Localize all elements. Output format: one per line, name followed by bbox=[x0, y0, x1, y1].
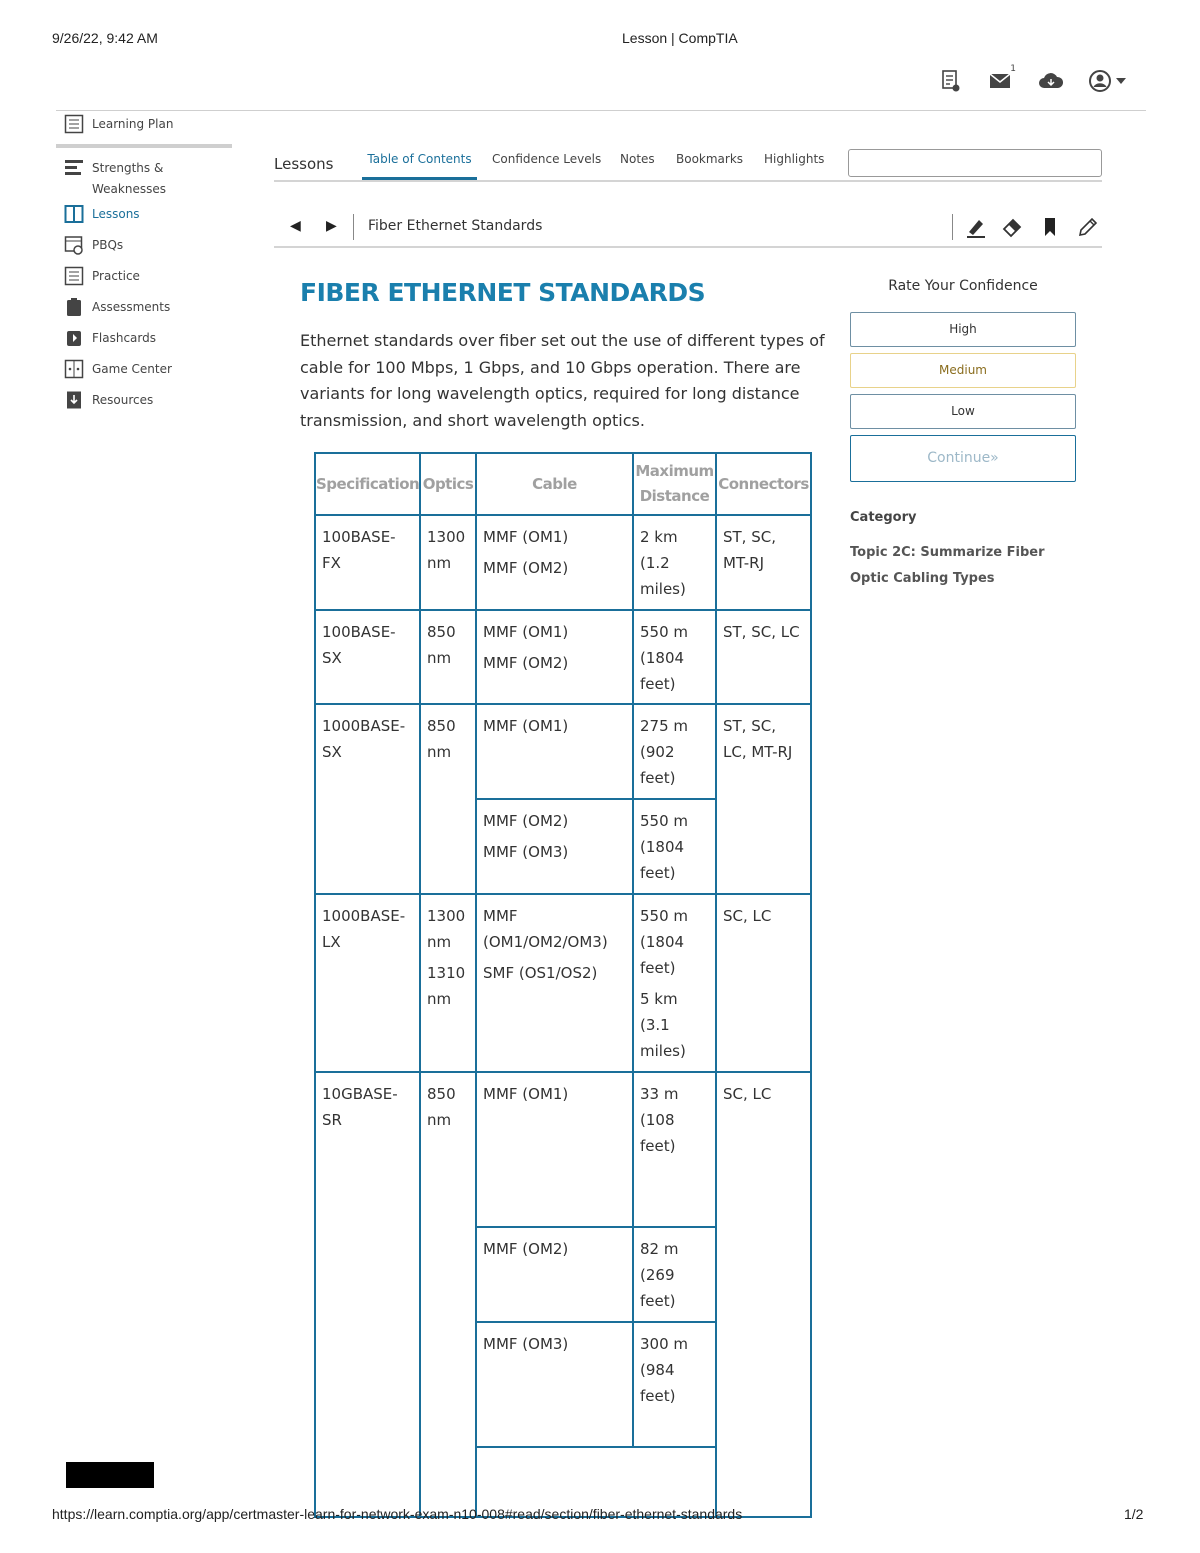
cable-cell bbox=[476, 1227, 633, 1322]
distance-cell bbox=[633, 894, 716, 1072]
lessons-icon bbox=[64, 204, 84, 224]
sidebar-item-label: Learning Plan bbox=[92, 117, 174, 131]
cell-line: 1300 bbox=[427, 907, 466, 925]
cell-line: nm bbox=[427, 743, 452, 761]
breadcrumb: Fiber Ethernet Standards bbox=[368, 218, 543, 234]
sidebar-item-practice[interactable] bbox=[56, 264, 232, 295]
column-header: Connectors bbox=[716, 453, 811, 515]
tab-highlights[interactable]: Highlights bbox=[764, 152, 825, 166]
table-header-row bbox=[315, 453, 811, 515]
pbq-icon bbox=[64, 235, 84, 255]
cell-line: MMF (OM2) bbox=[483, 559, 569, 577]
sidebar-item-label-2: Weaknesses bbox=[92, 182, 166, 196]
tab-confidence-levels[interactable]: Confidence Levels bbox=[492, 152, 602, 166]
distance-cell bbox=[633, 704, 716, 799]
print-url: https://learn.comptia.org/app/certmaster-learn-for-network-exam-n10-008#read/section/fiber-ethernet-standards bbox=[52, 1506, 743, 1522]
distance-cell bbox=[633, 515, 716, 610]
cell-line: nm bbox=[427, 554, 452, 572]
sidebar-item-strengths[interactable] bbox=[56, 156, 232, 202]
game-center-icon bbox=[64, 359, 84, 379]
table-row bbox=[315, 1072, 811, 1227]
cell-line: miles) bbox=[640, 1042, 686, 1060]
toolbar-divider bbox=[353, 214, 354, 240]
distance-cell bbox=[633, 1227, 716, 1322]
optics-cell bbox=[420, 894, 476, 1072]
confidence-high-button[interactable]: High bbox=[850, 312, 1076, 347]
cell-line: 550 m bbox=[640, 623, 689, 641]
resources-icon bbox=[64, 390, 84, 410]
table-row bbox=[315, 704, 811, 799]
sidebar-item-label: Practice bbox=[92, 269, 140, 283]
sidebar-item-label: Strengths & bbox=[92, 161, 164, 175]
sidebar-item-assessments[interactable] bbox=[56, 295, 232, 326]
sidebar-item-label: Flashcards bbox=[92, 331, 156, 345]
connectors-cell bbox=[716, 894, 811, 1072]
spec-cell: 10GBASE-SR bbox=[315, 1072, 420, 1517]
strengths-icon bbox=[64, 158, 84, 178]
cell-line: 275 m bbox=[640, 717, 689, 735]
distance-cell bbox=[633, 799, 716, 894]
fiber-standards-table bbox=[314, 452, 812, 1518]
sidebar-item-label: Game Center bbox=[92, 362, 172, 376]
section-toolbar bbox=[274, 212, 1102, 248]
connectors-cell bbox=[716, 704, 811, 894]
learning-plan-icon bbox=[64, 114, 84, 134]
cell-line: (984 bbox=[640, 1361, 675, 1379]
tab-table-of-contents[interactable]: Table of Contents bbox=[362, 152, 477, 180]
mail-badge: 1 bbox=[1010, 64, 1016, 74]
optics-cell bbox=[420, 610, 476, 704]
sidebar-item-lessons[interactable] bbox=[56, 202, 232, 233]
cell-line: (902 bbox=[640, 743, 675, 761]
continue-button[interactable]: Continue» bbox=[850, 435, 1076, 482]
cell-line: (OM1/OM2/OM3) bbox=[483, 933, 608, 951]
print-page-number: 1/2 bbox=[1124, 1506, 1144, 1522]
cell-line: feet) bbox=[640, 675, 676, 693]
cell-line: MMF (OM2) bbox=[483, 654, 569, 672]
distance-cell bbox=[633, 1072, 716, 1227]
sidebar bbox=[56, 112, 232, 419]
connectors-cell bbox=[716, 610, 811, 704]
cell-line: MMF (OM1) bbox=[483, 717, 569, 735]
cell-line: nm bbox=[427, 649, 452, 667]
column-header: Specification bbox=[315, 453, 420, 515]
search-input[interactable] bbox=[848, 149, 1102, 177]
user-icon[interactable] bbox=[1088, 68, 1130, 94]
cell-line: 300 m bbox=[640, 1335, 689, 1353]
top-toolbar bbox=[938, 64, 1130, 94]
confidence-panel bbox=[850, 278, 1076, 482]
cell-line: LC, MT-RJ bbox=[723, 743, 793, 761]
cell-line: feet) bbox=[640, 864, 676, 882]
assessments-icon bbox=[64, 297, 84, 317]
cell-line: (1.2 bbox=[640, 554, 670, 572]
cell-line: miles) bbox=[640, 580, 686, 598]
mail-icon[interactable] bbox=[988, 64, 1016, 94]
cell-line: (269 bbox=[640, 1266, 675, 1284]
cable-cell bbox=[476, 1322, 633, 1447]
report-icon[interactable] bbox=[938, 68, 964, 94]
table-row bbox=[315, 610, 811, 704]
category-link[interactable]: Topic 2C: Summarize Fiber Optic Cabling Types bbox=[850, 545, 1045, 586]
cable-cell bbox=[476, 515, 633, 610]
cell-line: 1300 bbox=[427, 528, 466, 546]
table-row bbox=[315, 894, 811, 1072]
cell-line: feet) bbox=[640, 1292, 676, 1310]
connectors-cell bbox=[716, 1072, 811, 1517]
optics-cell bbox=[420, 515, 476, 610]
lesson-title: FIBER ETHERNET STANDARDS bbox=[300, 278, 706, 307]
tab-bookmarks[interactable]: Bookmarks bbox=[676, 152, 744, 166]
optics-cell bbox=[420, 1072, 476, 1517]
cell-line: nm bbox=[427, 1111, 452, 1129]
cell-line: 1310 bbox=[427, 964, 466, 982]
spec-cell: 100BASE-FX bbox=[315, 515, 420, 610]
confidence-low-button[interactable]: Low bbox=[850, 394, 1076, 429]
cell-line: 33 m bbox=[640, 1085, 679, 1103]
cell-line: (1804 bbox=[640, 933, 685, 951]
cable-cell bbox=[476, 610, 633, 704]
spec-cell: 1000BASE-LX bbox=[315, 894, 420, 1072]
confidence-heading: Rate Your Confidence bbox=[888, 278, 1038, 294]
cell-line: 550 m bbox=[640, 907, 689, 925]
eraser-icon[interactable] bbox=[1000, 215, 1024, 239]
cable-cell bbox=[476, 894, 633, 1072]
distance-cell bbox=[633, 610, 716, 704]
cell-line: 82 m bbox=[640, 1240, 679, 1258]
column-header: Cable bbox=[476, 453, 633, 515]
cell-line: 850 bbox=[427, 1085, 456, 1103]
cable-cell bbox=[476, 704, 633, 799]
cell-line: SC, LC bbox=[723, 1085, 772, 1103]
cell-line: 850 bbox=[427, 623, 456, 641]
cell-line: MMF (OM1) bbox=[483, 623, 569, 641]
sidebar-item-resources[interactable] bbox=[56, 388, 232, 419]
cell-line: MMF (OM2) bbox=[483, 812, 569, 830]
cell-line: feet) bbox=[640, 1387, 676, 1405]
lessons-heading: Lessons bbox=[274, 155, 334, 173]
redaction-box bbox=[66, 1462, 154, 1488]
cell-line: 2 km bbox=[640, 528, 678, 546]
optics-cell bbox=[420, 704, 476, 894]
spec-cell: 1000BASE-SX bbox=[315, 704, 420, 894]
tab-notes[interactable]: Notes bbox=[620, 152, 655, 166]
header-divider bbox=[56, 110, 1146, 111]
cell-line: nm bbox=[427, 990, 452, 1008]
practice-icon bbox=[64, 266, 84, 286]
bookmark-icon[interactable] bbox=[1038, 215, 1062, 239]
confidence-medium-button[interactable]: Medium bbox=[850, 353, 1076, 388]
previous-arrow-icon[interactable]: ◀ bbox=[290, 218, 301, 234]
cell-line: (108 bbox=[640, 1111, 675, 1129]
cell-line: feet) bbox=[640, 1137, 676, 1155]
cell-line: ST, SC, LC bbox=[723, 623, 800, 641]
cell-line: 5 km bbox=[640, 990, 678, 1008]
highlighter-icon[interactable] bbox=[964, 215, 988, 239]
cell-line: MMF (OM3) bbox=[483, 843, 569, 861]
sidebar-item-label: PBQs bbox=[92, 238, 124, 252]
sidebar-item-learning-plan[interactable] bbox=[56, 112, 232, 148]
sidebar-item-game-center[interactable] bbox=[56, 357, 232, 388]
cell-line: MMF (OM1) bbox=[483, 528, 569, 546]
cell-line: 550 m bbox=[640, 812, 689, 830]
cell-line: ST, SC, bbox=[723, 717, 776, 735]
cloud-icon[interactable] bbox=[1038, 68, 1064, 94]
lesson-tabs bbox=[274, 148, 1102, 182]
print-page-title: Lesson | CompTIA bbox=[622, 30, 738, 46]
print-datetime: 9/26/22, 9:42 AM bbox=[52, 30, 158, 46]
connectors-cell bbox=[716, 515, 811, 610]
column-header: Maximum Distance bbox=[633, 453, 716, 515]
cell-line: (1804 bbox=[640, 649, 685, 667]
sidebar-item-label: Resources bbox=[92, 393, 154, 407]
cell-line: MMF bbox=[483, 907, 518, 925]
sidebar-item-label: Lessons bbox=[92, 207, 140, 221]
cable-cell bbox=[476, 799, 633, 894]
toolbar-divider bbox=[952, 214, 953, 240]
next-arrow-icon[interactable]: ▶ bbox=[326, 218, 337, 234]
cell-line: (3.1 bbox=[640, 1016, 670, 1034]
sidebar-item-flashcards[interactable] bbox=[56, 326, 232, 357]
cell-line: ST, SC, bbox=[723, 528, 776, 546]
cell-line: MMF (OM2) bbox=[483, 1240, 569, 1258]
cell-line: SMF (OS1/OS2) bbox=[483, 964, 598, 982]
spec-cell: 100BASE-SX bbox=[315, 610, 420, 704]
cell-line: MMF (OM3) bbox=[483, 1335, 569, 1353]
cell-line: MT-RJ bbox=[723, 554, 764, 572]
sidebar-item-label: Assessments bbox=[92, 300, 171, 314]
cell-line: SC, LC bbox=[723, 907, 772, 925]
cell-line: feet) bbox=[640, 769, 676, 787]
cell-line: nm bbox=[427, 933, 452, 951]
cell-line: (1804 bbox=[640, 838, 685, 856]
cell-line: 850 bbox=[427, 717, 456, 735]
cell-line: MMF (OM1) bbox=[483, 1085, 569, 1103]
cell-line: feet) bbox=[640, 959, 676, 977]
category-label: Category bbox=[850, 510, 917, 525]
pencil-icon[interactable] bbox=[1076, 215, 1100, 239]
flashcards-icon bbox=[64, 328, 84, 348]
cable-cell bbox=[476, 1072, 633, 1227]
distance-cell bbox=[633, 1322, 716, 1447]
lesson-intro: Ethernet standards over fiber set out the use of different types of cable for 100 Mbps, 1 Gbps, and 10 Gbps operation. There are variants for long wavelength optics, required for long distance transmission, and short wavelength optics. bbox=[300, 331, 825, 430]
column-header: Optics bbox=[420, 453, 476, 515]
sidebar-item-pbqs[interactable] bbox=[56, 233, 232, 264]
table-row bbox=[315, 515, 811, 610]
